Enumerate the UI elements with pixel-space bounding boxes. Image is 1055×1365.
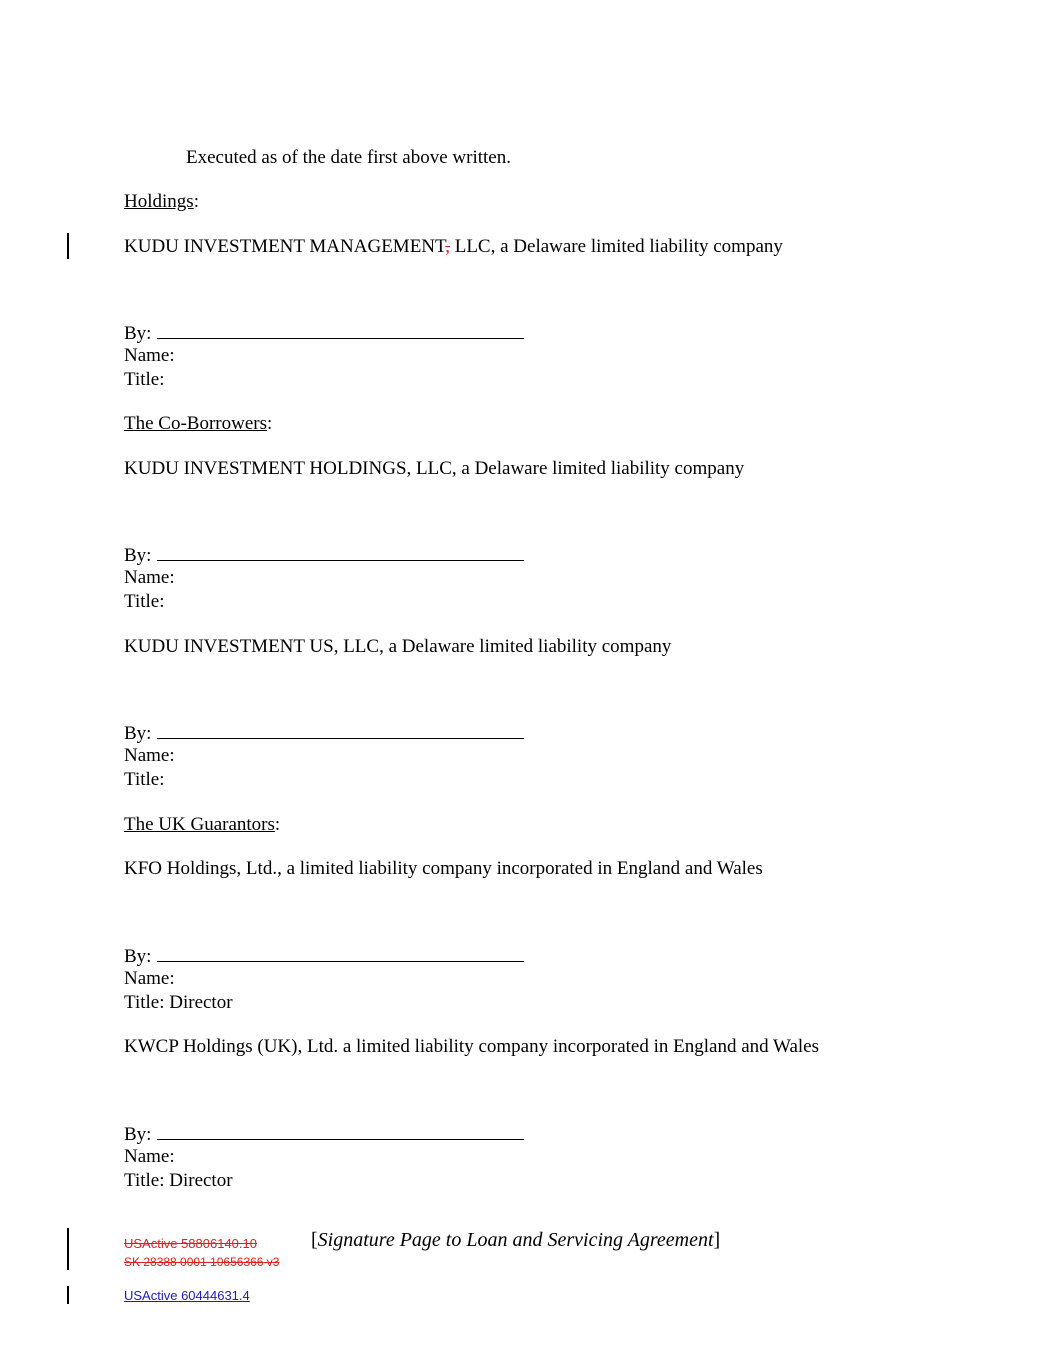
by-line: [124, 943, 524, 969]
change-bar: [67, 1228, 69, 1270]
party-kudu-holdings: KUDU INVESTMENT HOLDINGS, LLC, a Delaware limited liability company: [124, 458, 745, 479]
party-kfo-holdings: KFO Holdings, Ltd., a limited liability company incorporated in England and Wales: [124, 858, 763, 879]
name-label: Name:: [124, 1146, 175, 1167]
title-label: Title:: [124, 591, 165, 612]
by-label: By:: [124, 946, 152, 967]
by-label: By:: [124, 545, 152, 566]
party-kwcp-holdings: KWCP Holdings (UK), Ltd. a limited liability company incorporated in England and Wales: [124, 1036, 820, 1057]
party-description: LLC, a Delaware limited liability company: [449, 236, 783, 257]
bracket-close: ]: [713, 1229, 721, 1251]
name-label: Name:: [124, 345, 175, 366]
deleted-comma: ,: [445, 236, 450, 257]
name-label: Name:: [124, 745, 175, 766]
by-line: [124, 1121, 524, 1147]
by-label: By:: [124, 1124, 152, 1145]
heading-colon: :: [193, 191, 199, 212]
co-borrowers-heading: The Co-Borrowers: [124, 413, 267, 434]
party-kudu-us: KUDU INVESTMENT US, LLC, a Delaware limited liability company: [124, 636, 672, 657]
section-heading-holdings: [124, 190, 199, 214]
signature-line: [157, 320, 524, 339]
caption-text: Signature Page to Loan and Servicing Agreement: [317, 1229, 714, 1251]
by-label: By:: [124, 723, 152, 744]
by-line: [124, 720, 524, 746]
signature-line: [157, 542, 524, 561]
name-label: Name:: [124, 567, 175, 588]
by-line: [124, 320, 524, 346]
title-director: Title: Director: [124, 1170, 233, 1191]
deleted-doc-id: USActive 58806140.10: [124, 1236, 257, 1251]
heading-colon: :: [267, 413, 273, 434]
section-heading-uk-guarantors: [124, 813, 280, 837]
signature-line: [157, 943, 524, 962]
uk-guarantors-heading: The UK Guarantors: [124, 814, 275, 835]
holdings-heading: Holdings: [124, 191, 194, 212]
by-label: By:: [124, 323, 152, 344]
signature-line: [157, 1121, 524, 1140]
section-heading-co-borrowers: [124, 412, 272, 436]
party-kudu-management: [124, 235, 783, 259]
title-director: Title: Director: [124, 992, 233, 1013]
title-label: Title:: [124, 769, 165, 790]
by-line: [124, 542, 524, 568]
change-bar: [67, 1286, 69, 1304]
signature-line: [157, 720, 524, 739]
title-label: Title:: [124, 369, 165, 390]
heading-colon: :: [274, 814, 281, 835]
change-bar: [67, 233, 69, 259]
name-label: Name:: [124, 968, 175, 989]
bracket-open: [: [311, 1229, 318, 1251]
inserted-doc-id: USActive 60444631.4: [124, 1288, 250, 1303]
deleted-sk-id: SK 28388 0001 10656366 v3: [124, 1255, 280, 1269]
intro-text: Executed as of the date first above written.: [186, 147, 511, 168]
party-name: KUDU INVESTMENT MANAGEMENT: [124, 236, 446, 257]
signature-page-caption: [311, 1229, 720, 1252]
